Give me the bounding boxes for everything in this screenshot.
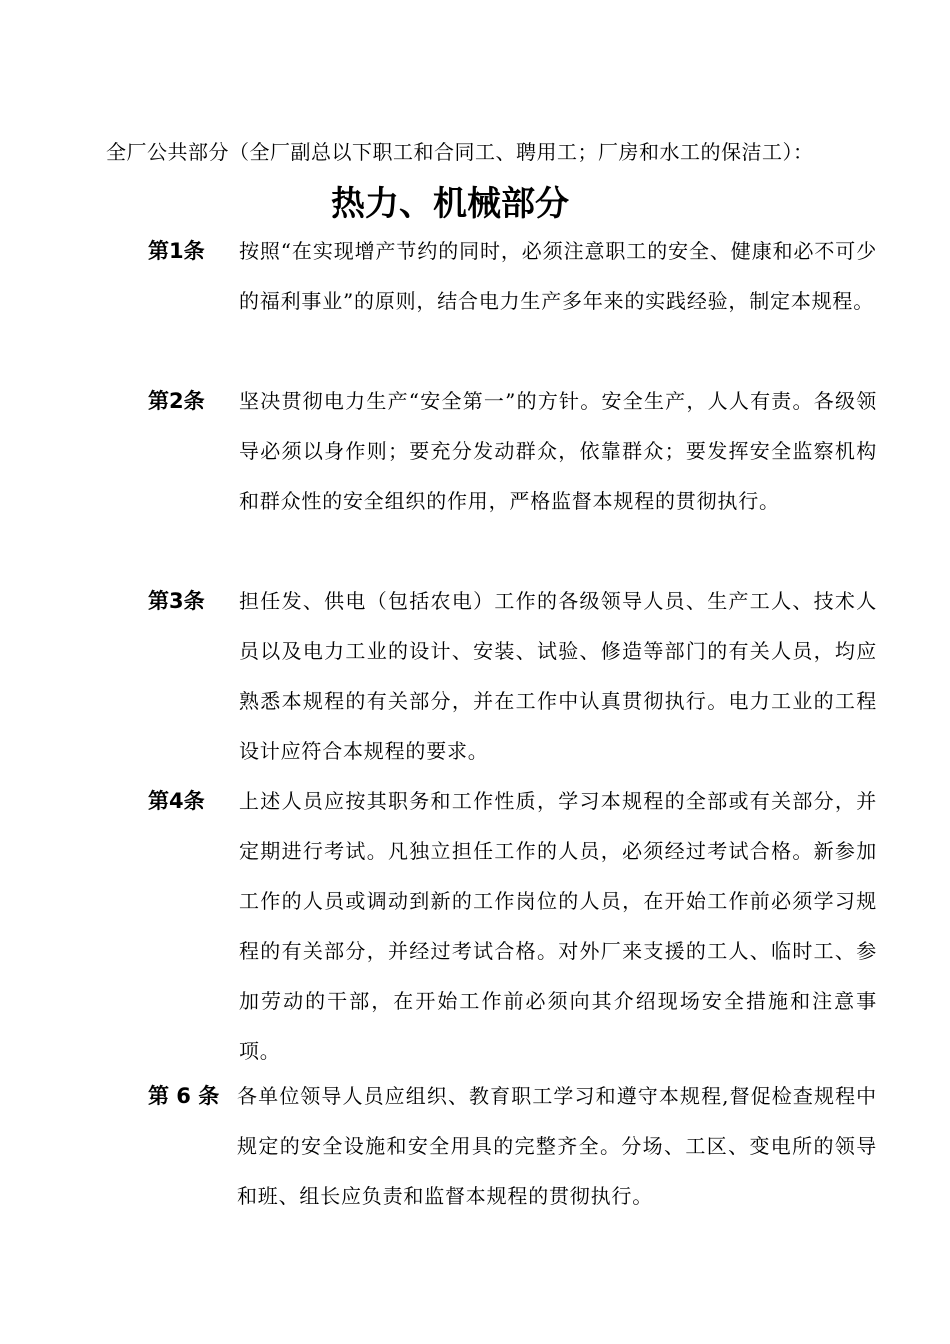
section-title: 热力、机械部分	[331, 184, 569, 224]
article-6	[148, 1071, 893, 1221]
article-label: 第4条	[148, 789, 205, 813]
article-label: 第 6 条	[148, 1084, 220, 1108]
article-1	[148, 226, 893, 376]
article-text: 担任发、供电（包括农电）工作的各级领导人员、生产工人、技术人员以及电力工业的设计、安装、试验、修造等部门的有关人员，均应熟悉本规程的有关部分，并在工作中认真贯彻执行。电力工业的工程设计应符合本规程的要求。	[239, 589, 877, 763]
article-label: 第1条	[148, 239, 205, 263]
article-4	[148, 776, 893, 1076]
article-label: 第3条	[148, 589, 205, 613]
article-3	[148, 576, 893, 776]
article-label: 第2条	[148, 389, 205, 413]
article-text: 上述人员应按其职务和工作性质，学习本规程的全部或有关部分，并定期进行考试。凡独立担任工作的人员，必须经过考试合格。新参加工作的人员或调动到新的工作岗位的人员，在开始工作前必须学习规程的有关部分，并经过考试合格。对外厂来支援的工人、临时工、参加劳动的干部，在开始工作前必须向其介绍现场安全措施和注意事项。	[239, 789, 877, 1063]
article-text: 坚决贯彻电力生产“安全第一”的方针。安全生产，人人有责。各级领导必须以身作则；要充分发动群众，依靠群众；要发挥安全监察机构和群众性的安全组织的作用，严格监督本规程的贯彻执行。	[239, 389, 877, 513]
article-text: 按照“在实现增产节约的同时，必须注意职工的安全、健康和必不可少的福利事业”的原则，结合电力生产多年来的实践经验，制定本规程。	[239, 239, 877, 313]
article-2	[148, 376, 893, 576]
article-text: 各单位领导人员应组织、教育职工学习和遵守本规程,督促检查规程中规定的安全设施和安全用具的完整齐全。分场、工区、变电所的领导和班、组长应负责和监督本规程的贯彻执行。	[237, 1084, 877, 1208]
scope-line: 全厂公共部分（全厂副总以下职工和合同工、聘用工；厂房和水工的保洁工）：	[106, 140, 814, 164]
